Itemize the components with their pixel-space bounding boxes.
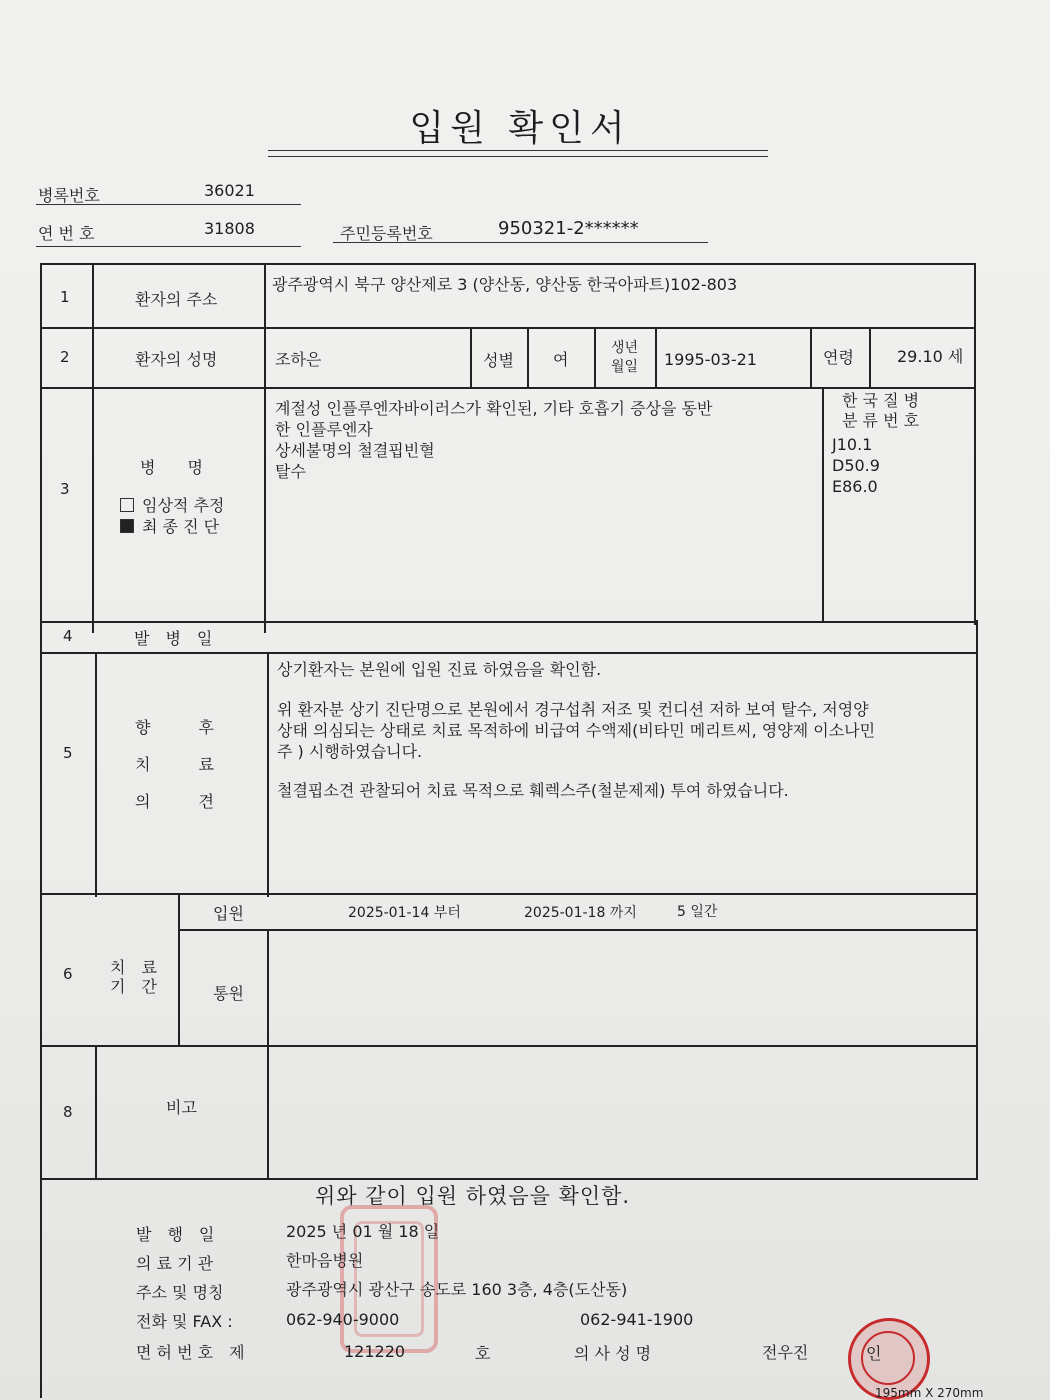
option-final (120, 514, 219, 537)
field-underline (36, 204, 301, 205)
inpatient-days: 5 일간 (677, 904, 718, 920)
field-underline (333, 242, 708, 243)
fax-value: 062-941-1900 (580, 1310, 694, 1329)
row-divider (40, 621, 978, 623)
col-divider (869, 327, 871, 389)
row-number: 3 (60, 480, 70, 498)
diagnosis-line: 상세불명의 철결핍빈혈 (275, 441, 435, 460)
license-label: 면 허 번 호 제 (136, 1343, 245, 1362)
document-title: 입원 확인서 (409, 108, 631, 149)
row-divider (40, 652, 978, 654)
phone-label: 전화 및 FAX : (136, 1312, 233, 1331)
license-suffix: 호 (475, 1344, 491, 1363)
col-divider (267, 929, 269, 1180)
serial-no-value: 31808 (204, 219, 255, 238)
institution-address: 광주광역시 광산구 송도로 160 3층, 4층(도산동) (286, 1280, 628, 1299)
title-underline (268, 156, 768, 157)
opinion-text: 주 ) 시행하였습니다. (277, 742, 423, 761)
record-no-value: 36021 (204, 181, 255, 200)
col-divider (92, 263, 94, 633)
table-border (40, 263, 976, 265)
kcd-code: D50.9 (832, 456, 880, 475)
col-divider (822, 387, 824, 623)
row-divider (40, 327, 976, 329)
diagnosis-line: 한 인플루엔자 (275, 420, 373, 439)
address-value: 광주광역시 북구 양산제로 3 (양산동, 양산동 한국아파트)102-803 (272, 275, 738, 294)
record-no-label: 병록번호 (38, 186, 100, 205)
age-label: 연령 (823, 348, 854, 367)
issue-date: 2025 년 01 월 18 일 (286, 1222, 440, 1241)
sex-value: 여 (553, 350, 569, 369)
institution-name: 한마음병원 (286, 1251, 364, 1270)
kcd-label: 한 국 질 병 (842, 391, 920, 410)
col-divider (655, 327, 657, 389)
table-border (976, 620, 978, 1180)
row-number: 8 (63, 1103, 73, 1121)
remarks-label: 비고 (166, 1098, 197, 1117)
option-final-label: 최 종 진 단 (142, 517, 220, 536)
option-clinical-label: 임상적 추정 (142, 496, 225, 515)
row-divider (40, 893, 978, 895)
col-divider (178, 893, 180, 1047)
phone-value: 062-940-9000 (286, 1310, 400, 1329)
row-number: 2 (60, 348, 70, 366)
row-number: 4 (63, 627, 73, 645)
diagnosis-label: 병 명 (140, 458, 203, 477)
dob-value: 1995-03-21 (664, 350, 757, 369)
kcd-code: J10.1 (832, 435, 873, 454)
doctor-name: 전우진 (762, 1343, 809, 1362)
title-underline (268, 150, 768, 151)
inpatient-from: 2025-01-14 부터 (348, 905, 461, 921)
row-number: 1 (60, 288, 70, 306)
address-label: 환자의 주소 (135, 290, 218, 309)
checkbox-filled-icon (120, 519, 134, 533)
table-border (40, 263, 42, 1398)
paper-size-note: 195mm X 270mm (875, 1386, 984, 1400)
kcd-label: 분 류 번 호 (842, 411, 920, 430)
resident-no-label: 주민등록번호 (340, 224, 433, 243)
row-divider (40, 1045, 978, 1047)
opinion-text: 상기환자는 본원에 입원 진료 하였음을 확인함. (277, 660, 602, 679)
opinion-label: 향 후 (135, 718, 214, 737)
row-number: 6 (63, 965, 73, 983)
address-label: 주소 및 명칭 (136, 1283, 224, 1302)
opinion-text: 철결핍소견 관찰되어 치료 목적으로 훼렉스주(철분제제) 투여 하였습니다. (277, 781, 789, 800)
issue-date-label: 발 행 일 (136, 1225, 215, 1244)
option-clinical (120, 493, 224, 516)
institution-label: 의 료 기 관 (136, 1254, 214, 1273)
opinion-text: 위 환자분 상기 진단명으로 본원에서 경구섭취 저조 및 컨디션 저하 보여 탈수, 저영양 (277, 700, 869, 719)
resident-no-value: 950321-2****** (498, 218, 639, 239)
col-divider (810, 327, 812, 389)
col-divider (95, 652, 97, 897)
dob-label: 생년 (611, 340, 639, 356)
col-divider (95, 1045, 97, 1180)
diagnosis-line: 계절성 인플루엔자바이러스가 확인된, 기타 호흡기 증상을 동반 (275, 399, 713, 418)
col-divider (264, 263, 266, 633)
patient-name: 조하은 (275, 350, 322, 369)
kcd-code: E86.0 (832, 477, 878, 496)
checkbox-empty-icon (120, 498, 134, 512)
row-number: 5 (63, 744, 73, 762)
table-border (974, 263, 976, 625)
sex-label: 성별 (483, 351, 514, 370)
outpatient-label: 통원 (213, 984, 244, 1003)
field-underline (36, 246, 301, 247)
row-divider (40, 387, 976, 389)
license-number: 121220 (344, 1342, 406, 1361)
dob-label: 월일 (611, 359, 639, 375)
period-label: 치 료 (110, 958, 157, 977)
inpatient-label: 입원 (213, 904, 244, 923)
row-divider (178, 929, 978, 931)
name-label: 환자의 성명 (135, 350, 218, 369)
opinion-text: 상태 의심되는 상태로 치료 목적하에 비급여 수액제(비타민 메리트씨, 영양제 이소나민 (277, 721, 876, 740)
diagnosis-line: 탈수 (275, 462, 306, 481)
col-divider (594, 327, 596, 389)
opinion-label: 의 견 (135, 792, 214, 811)
onset-label: 발 병 일 (134, 629, 213, 648)
col-divider (527, 327, 529, 389)
period-label: 기 간 (110, 977, 157, 996)
seal-mark: 인 (866, 1344, 882, 1363)
serial-no-label: 연 번 호 (38, 224, 95, 243)
inpatient-to: 2025-01-18 까지 (524, 905, 637, 921)
age-value: 29.10 세 (897, 347, 964, 366)
doctor-label: 의 사 성 명 (574, 1344, 652, 1363)
col-divider (470, 327, 472, 389)
confirmation-statement: 위와 같이 입원 하였음을 확인함. (315, 1184, 631, 1208)
opinion-label: 치 료 (135, 755, 214, 774)
col-divider (267, 652, 269, 897)
